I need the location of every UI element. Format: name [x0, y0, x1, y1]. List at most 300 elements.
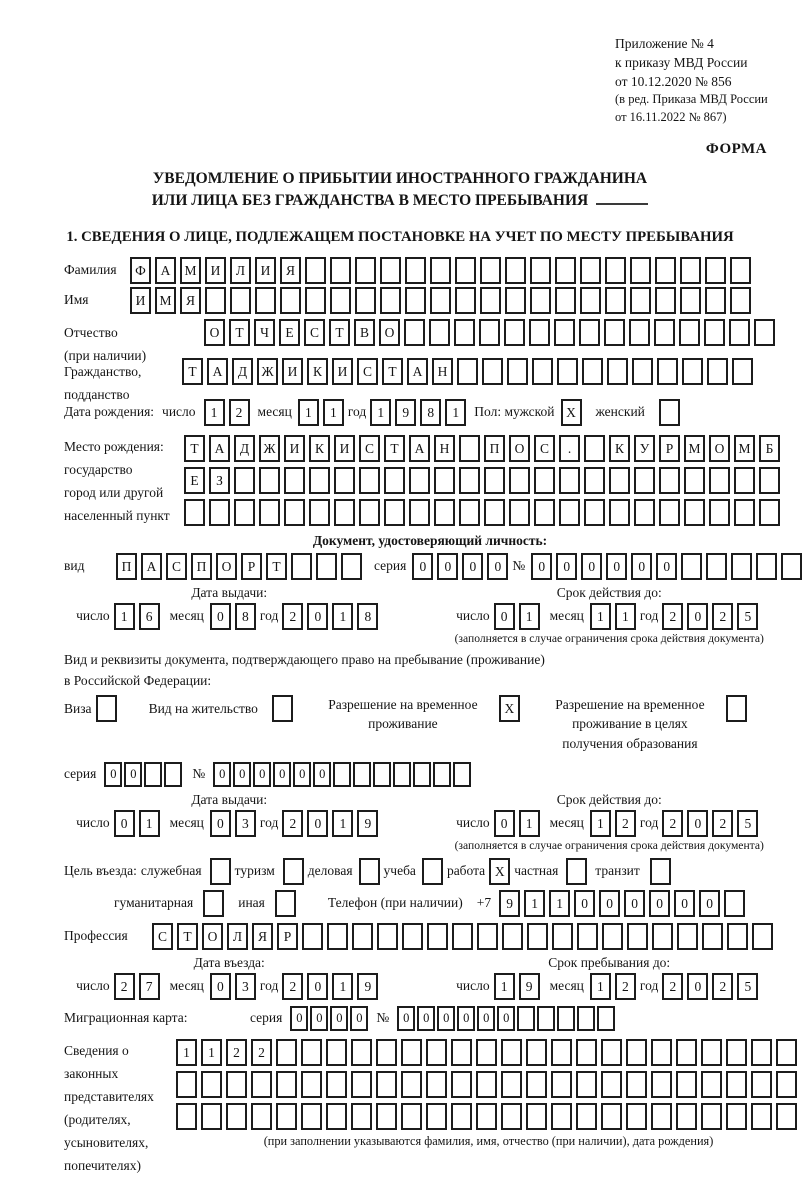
- migration-number-cell: [537, 1006, 555, 1031]
- patronymic-cell: [554, 319, 575, 346]
- birth-place-cell: [459, 467, 480, 494]
- birth-place-cell: П: [484, 435, 505, 462]
- birth-year-cell: 1: [445, 399, 466, 426]
- phone-cells: [499, 890, 749, 917]
- phone-digit-cell: 0: [699, 890, 720, 917]
- migration-number-cell: [557, 1006, 575, 1031]
- migration-number-cell: 0: [457, 1006, 475, 1031]
- birth-place-cell: [584, 435, 605, 462]
- phone-digit-cell: 0: [674, 890, 695, 917]
- citizenship-cell: А: [207, 358, 228, 385]
- birth-place-cell: [384, 467, 405, 494]
- identity-doc-series-cell: 0: [487, 553, 508, 580]
- sex-female-cell: [659, 399, 680, 426]
- residence-doc-heading-line2: в Российской Федерации:: [64, 672, 212, 688]
- birth-place-cell: [609, 467, 630, 494]
- entry-year-cell: 9: [357, 973, 378, 1000]
- birth-place-cells-block: [184, 435, 784, 526]
- residence-series-cell: [144, 762, 162, 787]
- representatives-cell: [276, 1103, 297, 1130]
- identity-doc-number-cell: 0: [656, 553, 677, 580]
- representatives-cell: [751, 1103, 772, 1130]
- representatives-cell: 1: [176, 1039, 197, 1066]
- day-label: число: [456, 608, 490, 624]
- surname-cell: Л: [230, 257, 251, 284]
- migration-number-cell: 0: [497, 1006, 515, 1031]
- representatives-cells-line1: [176, 1039, 801, 1066]
- legal-reference-block: [615, 34, 770, 127]
- purpose-official-cell: [210, 858, 231, 885]
- residence-issue-fields: [76, 810, 382, 837]
- month-label: месяц: [169, 815, 204, 831]
- residence-issue-month-cell: 3: [235, 810, 256, 837]
- identity-issue-year-cell: 1: [332, 603, 353, 630]
- surname-cell: А: [155, 257, 176, 284]
- representatives-cell: [751, 1039, 772, 1066]
- birth-place-cell: [534, 467, 555, 494]
- profession-cell: [452, 923, 473, 950]
- birth-day-label: число: [162, 404, 196, 420]
- birth-place-cell: [659, 499, 680, 526]
- identity-doc-type-cell: О: [216, 553, 237, 580]
- residence-number-label: №: [192, 766, 206, 782]
- birth-place-cell: [284, 467, 305, 494]
- citizenship-label: [64, 358, 182, 402]
- given-name-cell: [255, 287, 276, 314]
- birth-place-cell: С: [359, 435, 380, 462]
- purpose-official-checkbox: [210, 858, 235, 885]
- citizenship-cell: [532, 358, 553, 385]
- profession-cell: [502, 923, 523, 950]
- residence-series-cell: 0: [124, 762, 142, 787]
- citizenship-cell: [732, 358, 753, 385]
- residence-number-cell: 0: [313, 762, 331, 787]
- surname-label: Фамилия: [64, 262, 117, 278]
- given-name-cell: [705, 287, 726, 314]
- identity-doc-series-cell: 0: [462, 553, 483, 580]
- residence-issue-year-cell: 9: [357, 810, 378, 837]
- residence-number-cell: 0: [273, 762, 291, 787]
- representatives-cell: [726, 1039, 747, 1066]
- patronymic-label: [64, 319, 204, 363]
- birth-year-cell: 9: [395, 399, 416, 426]
- identity-issue-year-cell: 2: [282, 603, 303, 630]
- stay-day-cell: 9: [519, 973, 540, 1000]
- profession-row: [64, 923, 796, 950]
- purpose-private-checkbox: [566, 858, 591, 885]
- sex-female-checkbox: [659, 399, 684, 426]
- surname-cells: [130, 257, 755, 284]
- patronymic-label-line1: Отчество: [64, 324, 118, 340]
- residence-valid-year-cell: 0: [687, 810, 708, 837]
- migration-series-cell: 0: [330, 1006, 348, 1031]
- birth-place-cell: [484, 499, 505, 526]
- identity-doc-number-cell: 0: [581, 553, 602, 580]
- representatives-cell: [526, 1039, 547, 1066]
- purpose-work-cell: X: [489, 858, 510, 885]
- residence-doc-heading-line1: Вид и реквизиты документа, подтверждающего право на пребывание (проживание): [64, 651, 545, 667]
- given-name-cell: [230, 287, 251, 314]
- profession-cell: Т: [177, 923, 198, 950]
- profession-cell: [427, 923, 448, 950]
- identity-doc-number-cells: [531, 553, 806, 580]
- identity-doc-number-label: №: [512, 558, 526, 574]
- representatives-cell: [276, 1039, 297, 1066]
- identity-doc-number-cell: 0: [606, 553, 627, 580]
- purpose-business-label: деловая: [307, 863, 353, 879]
- given-name-cell: М: [155, 287, 176, 314]
- residence-number-cell: 0: [213, 762, 231, 787]
- form-title: [0, 168, 800, 213]
- representatives-cell: [401, 1071, 422, 1098]
- representatives-cell: [201, 1071, 222, 1098]
- surname-cell: Ф: [130, 257, 151, 284]
- patronymic-cell: [679, 319, 700, 346]
- birth-month-cell: 1: [298, 399, 319, 426]
- purpose-tourism-checkbox: [283, 858, 308, 885]
- surname-cell: [480, 257, 501, 284]
- representatives-cell: [226, 1071, 247, 1098]
- given-name-cell: [680, 287, 701, 314]
- representatives-cell: [651, 1039, 672, 1066]
- entry-month-cell: 3: [235, 973, 256, 1000]
- residence-valid-col: [422, 792, 796, 852]
- day-label: число: [76, 608, 110, 624]
- surname-cell: [580, 257, 601, 284]
- representatives-cell: [376, 1103, 397, 1130]
- given-name-cell: [380, 287, 401, 314]
- stay-year-cell: 2: [712, 973, 733, 1000]
- profession-cell: [352, 923, 373, 950]
- residence-issue-year-cell: 2: [282, 810, 303, 837]
- purpose-tourism-label: туризм: [234, 863, 275, 879]
- identity-valid-year-cells: [662, 603, 762, 630]
- representatives-cell: [576, 1103, 597, 1130]
- residence-issue-col: [64, 792, 394, 852]
- purpose-humanitarian-cell: [203, 890, 224, 917]
- patronymic-label-line2: (при наличии): [64, 347, 147, 363]
- purpose-study-checkbox: [422, 858, 447, 885]
- phone-prefix: +7: [476, 895, 492, 911]
- representatives-cell: [426, 1039, 447, 1066]
- patronymic-cell: Т: [329, 319, 350, 346]
- representatives-cell: [476, 1071, 497, 1098]
- residence-number-cell: [393, 762, 411, 787]
- identity-issue-year-cell: 0: [307, 603, 328, 630]
- entry-day-cells: [114, 973, 164, 1000]
- representatives-cells-line2: [176, 1071, 801, 1098]
- representatives-cell: [176, 1103, 197, 1130]
- residence-issue-day-cells: [114, 810, 164, 837]
- birth-place-cell: [484, 467, 505, 494]
- representatives-cell: [701, 1071, 722, 1098]
- day-label: число: [456, 815, 490, 831]
- residence-valid-year-cell: 5: [737, 810, 758, 837]
- migration-card-label: Миграционная карта:: [64, 1010, 188, 1026]
- representatives-cell: [476, 1103, 497, 1130]
- surname-cell: [405, 257, 426, 284]
- migration-series-label: серия: [250, 1010, 283, 1026]
- representatives-cell: [651, 1103, 672, 1130]
- birth-day-cell: 2: [229, 399, 250, 426]
- representatives-cell: [301, 1071, 322, 1098]
- migration-number-cell: [597, 1006, 615, 1031]
- birth-place-cell: З: [209, 467, 230, 494]
- entry-year-cell: 0: [307, 973, 328, 1000]
- residence-doc-options-row: [64, 695, 796, 754]
- representatives-cell: [651, 1071, 672, 1098]
- representatives-cell: [226, 1103, 247, 1130]
- representatives-label-line4: (родителях,: [64, 1111, 131, 1127]
- representatives-cell: [301, 1103, 322, 1130]
- patronymic-cell: [454, 319, 475, 346]
- birth-day-cell: 1: [204, 399, 225, 426]
- identity-doc-number-cell: [781, 553, 802, 580]
- profession-cells: [152, 923, 777, 950]
- patronymic-row: [64, 319, 796, 363]
- patronymic-cell: [404, 319, 425, 346]
- representatives-cell: [376, 1039, 397, 1066]
- residence-permit-label: Вид на жительство: [148, 700, 258, 716]
- representatives-cell: [626, 1071, 647, 1098]
- purpose-transit-label: транзит: [595, 863, 640, 879]
- migration-number-label: №: [376, 1010, 390, 1026]
- birth-place-cell: [409, 499, 430, 526]
- surname-cell: [680, 257, 701, 284]
- section1-heading: 1. СВЕДЕНИЯ О ЛИЦЕ, ПОДЛЕЖАЩЕМ ПОСТАНОВКЕ НА УЧЕТ ПО МЕСТУ ПРЕБЫВАНИЯ: [66, 228, 734, 245]
- profession-cell: [327, 923, 348, 950]
- given-name-cell: [655, 287, 676, 314]
- day-label: число: [456, 978, 490, 994]
- profession-label: Профессия: [64, 928, 128, 944]
- migration-number-cell: [577, 1006, 595, 1031]
- purpose-other-cell: [275, 890, 296, 917]
- purpose-private-label: частная: [514, 863, 559, 879]
- representatives-cell: [326, 1103, 347, 1130]
- citizenship-cell: [557, 358, 578, 385]
- identity-issue-col: [64, 585, 394, 645]
- birth-place-cell: М: [734, 435, 755, 462]
- surname-cell: [705, 257, 726, 284]
- identity-valid-day-cell: 1: [519, 603, 540, 630]
- surname-cell: И: [205, 257, 226, 284]
- entry-date-col: [64, 955, 394, 1000]
- identity-doc-number-cell: [731, 553, 752, 580]
- migration-number-cell: 0: [437, 1006, 455, 1031]
- identity-doc-series-label: серия: [374, 558, 407, 574]
- migration-number-cells: [397, 1006, 617, 1031]
- residence-issue-month-cells: [210, 810, 260, 837]
- birth-place-cell: К: [309, 435, 330, 462]
- temp-residence-education-checkbox: [726, 695, 751, 722]
- profession-cell: Р: [277, 923, 298, 950]
- citizenship-cell: Н: [432, 358, 453, 385]
- patronymic-cell: Т: [229, 319, 250, 346]
- profession-cell: Л: [227, 923, 248, 950]
- residence-number-cell: [453, 762, 471, 787]
- stay-until-fields: [456, 973, 762, 1000]
- given-name-cell: [305, 287, 326, 314]
- given-name-cell: [405, 287, 426, 314]
- citizenship-cell: И: [332, 358, 353, 385]
- representatives-cell: [426, 1071, 447, 1098]
- birth-place-cell: [759, 499, 780, 526]
- identity-doc-number-cell: [706, 553, 727, 580]
- patronymic-cell: О: [204, 319, 225, 346]
- representatives-label: [64, 1039, 176, 1177]
- residence-valid-day-cell: 1: [519, 810, 540, 837]
- residence-issue-year-cell: 1: [332, 810, 353, 837]
- birth-place-cell: И: [334, 435, 355, 462]
- surname-row: [64, 257, 796, 284]
- birth-place-cell: Т: [184, 435, 205, 462]
- representatives-cell: [376, 1071, 397, 1098]
- stay-month-cell: 1: [590, 973, 611, 1000]
- temp-residence-checkbox: [499, 695, 524, 722]
- birth-place-cell: [334, 499, 355, 526]
- month-label: месяц: [549, 608, 584, 624]
- patronymic-cell: [704, 319, 725, 346]
- birth-month-cells: [298, 399, 348, 426]
- identity-issue-day-cell: 6: [139, 603, 160, 630]
- residence-series-cells: [104, 762, 184, 787]
- sex-male-checkbox: [561, 399, 586, 426]
- entry-month-cell: 0: [210, 973, 231, 1000]
- given-name-cell: [630, 287, 651, 314]
- month-label: месяц: [549, 815, 584, 831]
- identity-valid-note: (заполняется в случае ограничения срока действия документа): [454, 631, 764, 645]
- representatives-cell: [601, 1103, 622, 1130]
- purpose-row: [64, 858, 796, 885]
- arrival-notification-form-page: [0, 34, 800, 1197]
- birth-place-cell: А: [209, 435, 230, 462]
- visa-cell: [96, 695, 117, 722]
- surname-cell: [730, 257, 751, 284]
- birth-place-cell: [284, 499, 305, 526]
- month-label: месяц: [169, 978, 204, 994]
- form-title-line1: УВЕДОМЛЕНИЕ О ПРИБЫТИИ ИНОСТРАННОГО ГРАЖДАНИНА: [152, 169, 648, 187]
- entry-dates: [64, 955, 796, 1000]
- patronymic-cell: [729, 319, 750, 346]
- migration-series-cells: [290, 1006, 370, 1031]
- residence-permit-cell: [272, 695, 293, 722]
- residence-valid-fields: [456, 810, 762, 837]
- citizenship-cell: Т: [182, 358, 203, 385]
- year-label: год: [639, 978, 659, 994]
- migration-number-cell: [517, 1006, 535, 1031]
- patronymic-cell: О: [379, 319, 400, 346]
- representatives-cell: [401, 1103, 422, 1130]
- birth-place-cell: [634, 467, 655, 494]
- citizenship-cell: [682, 358, 703, 385]
- stay-month-cell: 2: [615, 973, 636, 1000]
- profession-cell: [652, 923, 673, 950]
- identity-doc-type-cell: С: [166, 553, 187, 580]
- citizenship-cell: [482, 358, 503, 385]
- representatives-cell: [701, 1039, 722, 1066]
- day-label: число: [76, 815, 110, 831]
- birth-year-label: год: [347, 404, 367, 420]
- identity-valid-day-cell: 0: [494, 603, 515, 630]
- purpose-private-cell: [566, 858, 587, 885]
- stay-day-cells: [494, 973, 544, 1000]
- identity-doc-type-cell: [316, 553, 337, 580]
- representatives-cell: [751, 1071, 772, 1098]
- residence-valid-day-cells: [494, 810, 544, 837]
- birth-place-cell: [684, 499, 705, 526]
- given-name-cell: [330, 287, 351, 314]
- patronymic-cell: [504, 319, 525, 346]
- patronymic-cell: Е: [279, 319, 300, 346]
- representatives-cell: [326, 1039, 347, 1066]
- temp-residence-cell: X: [499, 695, 520, 722]
- profession-cell: [602, 923, 623, 950]
- given-name-cell: [205, 287, 226, 314]
- citizenship-cell: И: [282, 358, 303, 385]
- identity-doc-number-cell: [756, 553, 777, 580]
- sex-female-label: женский: [595, 404, 645, 420]
- residence-issue-year-cell: 0: [307, 810, 328, 837]
- stay-until-heading: Срок пребывания до:: [548, 954, 671, 970]
- representatives-cell: [476, 1039, 497, 1066]
- form-body: [0, 246, 800, 1177]
- profession-cell: С: [152, 923, 173, 950]
- surname-cell: [505, 257, 526, 284]
- residence-issue-day-cell: 1: [139, 810, 160, 837]
- birth-place-cell: [709, 499, 730, 526]
- given-name-label: Имя: [64, 292, 89, 308]
- birth-year-cells: [370, 399, 470, 426]
- profession-cell: [377, 923, 398, 950]
- given-name-cell: [480, 287, 501, 314]
- citizenship-cells: [182, 358, 757, 385]
- entry-year-cells: [282, 973, 382, 1000]
- representatives-cell: [426, 1103, 447, 1130]
- representatives-cell: [201, 1103, 222, 1130]
- birth-place-cell: [434, 499, 455, 526]
- identity-issue-month-cell: 0: [210, 603, 231, 630]
- representatives-cell: [551, 1071, 572, 1098]
- identity-doc-number-cell: 0: [631, 553, 652, 580]
- representatives-cell: [701, 1103, 722, 1130]
- birth-place-cell: [384, 499, 405, 526]
- migration-series-cell: 0: [350, 1006, 368, 1031]
- identity-issue-day-cell: 1: [114, 603, 135, 630]
- residence-issue-day-cell: 0: [114, 810, 135, 837]
- residence-series-cell: 0: [104, 762, 122, 787]
- year-label: год: [259, 978, 279, 994]
- surname-cell: [430, 257, 451, 284]
- representatives-cell: [676, 1071, 697, 1098]
- birth-place-label-line3: город или другой: [64, 484, 164, 500]
- representatives-cell: [676, 1039, 697, 1066]
- identity-issue-month-cell: 8: [235, 603, 256, 630]
- birth-place-cell: [709, 467, 730, 494]
- patronymic-cells: [204, 319, 779, 346]
- surname-cell: [555, 257, 576, 284]
- patronymic-cell: [754, 319, 775, 346]
- residence-number-cell: [353, 762, 371, 787]
- birth-place-cells-line2: [184, 467, 784, 494]
- representatives-cell: [251, 1071, 272, 1098]
- given-name-row: [64, 287, 796, 314]
- patronymic-cell: [429, 319, 450, 346]
- citizenship-cell: К: [307, 358, 328, 385]
- entry-day-cell: 7: [139, 973, 160, 1000]
- purpose-work-label: работа: [446, 863, 486, 879]
- migration-number-cell: 0: [417, 1006, 435, 1031]
- representatives-cell: [501, 1103, 522, 1130]
